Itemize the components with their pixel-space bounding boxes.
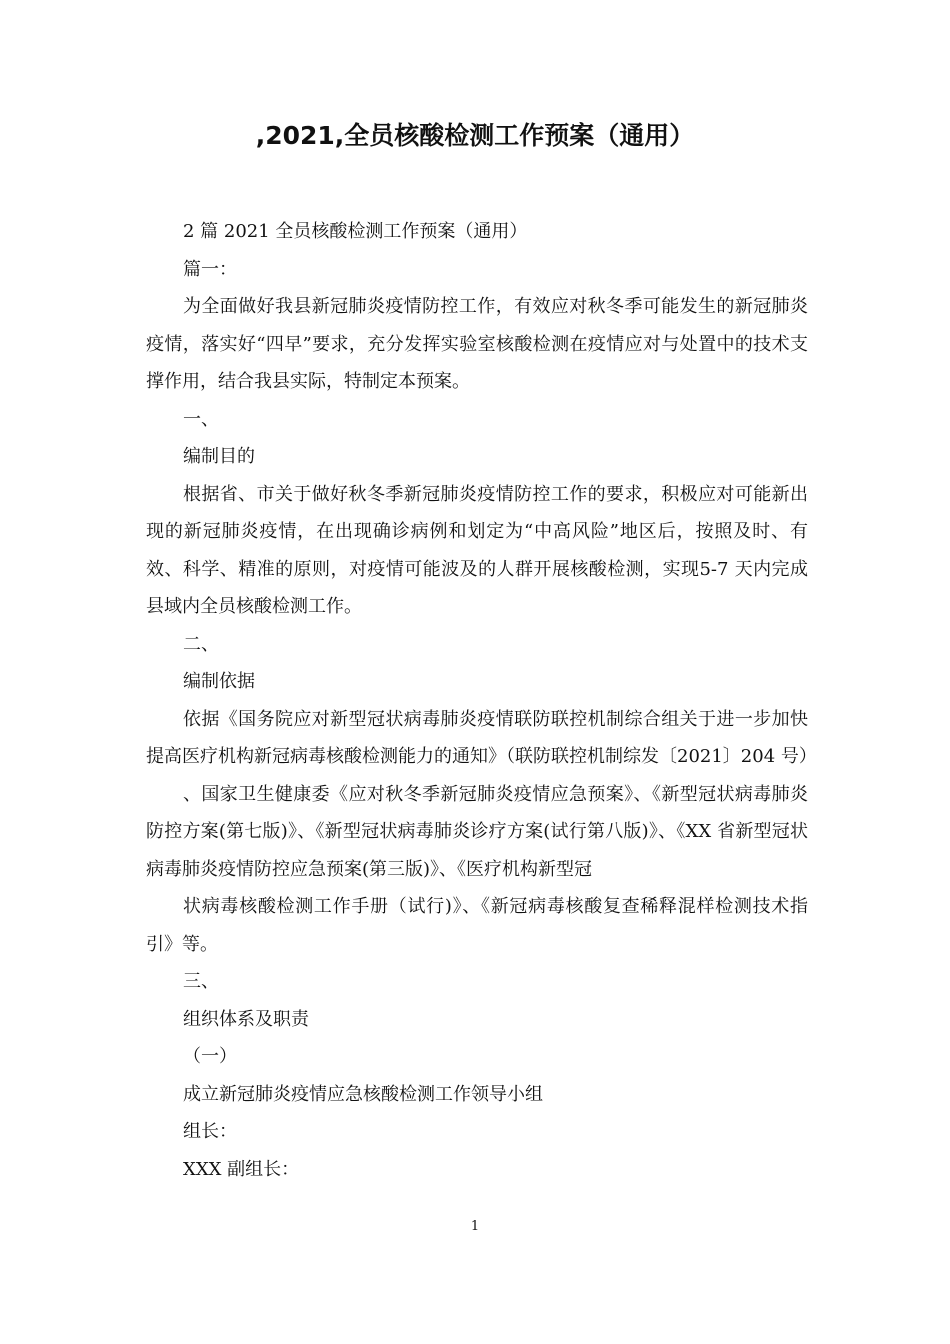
paragraph-basis-end: 状病毒核酸检测工作手册（试行)》、《新冠病毒核酸复查稀释混样检测技术指引》等。 — [146, 896, 808, 955]
paragraph-deputy-leader: XXX 副组长： — [183, 1158, 300, 1180]
paragraph-group-leader: 组长： — [183, 1121, 237, 1142]
paragraph-purpose-statement: 为全面做好我县新冠肺炎疫情防控工作，有效应对秋冬季可能发生的新冠肺炎疫情，落实好“四早”要求，充分发挥实验室核酸检测在疫情应对与处置中的技术支撑作用，结合我县实际，特制定本预案。 — [146, 296, 808, 392]
section-number-three: 三、 — [183, 971, 219, 992]
section-heading-organization: 组织体系及职责 — [183, 1008, 309, 1030]
section-heading-basis: 编制依据 — [183, 671, 255, 692]
paragraph-basis: 依据《国务院应对新型冠状病毒肺炎疫情联防联控机制综合组关于进一步加快提高医疗机构新冠病毒核酸检测能力的通知》（联防联控机制综发〔2021〕204 号） — [146, 708, 817, 767]
section-number-one: 一、 — [183, 408, 219, 430]
page-number: 1 — [470, 1219, 480, 1234]
paragraph-leading-group: 成立新冠肺炎疫情应急核酸检测工作领导小组 — [183, 1083, 543, 1105]
document-title: ,2021,全员核酸检测工作预案（通用） — [255, 121, 695, 150]
section-heading-objective: 编制目的 — [183, 446, 255, 467]
section-number-two: 二、 — [183, 633, 219, 655]
paragraph-objective: 根据省、市关于做好秋冬季新冠肺炎疫情防控工作的要求，积极应对可能新出现的新冠肺炎疫情，在出现确诊病例和划定为“中高风险”地区后，按照及时、有效、科学、精准的原则，对疫情可能波及的人群开展核酸检测，实现5-7 天内完成县域内全员核酸检测工作。 — [146, 483, 808, 617]
paragraph-part-one: 篇一： — [183, 258, 237, 280]
paragraph-basis-continued: 、国家卫生健康委《应对秋冬季新冠肺炎疫情应急预案》、《新型冠状病毒肺炎防控方案(第七版)》、《新型冠状病毒肺炎诊疗方案(试行第八版)》、《XX 省新型冠状病毒肺炎疫情防控应急预案(第三版)》、《医疗机构新型冠 — [146, 783, 808, 880]
subsection-number-one: （一） — [183, 1046, 237, 1067]
paragraph-intro: 2 篇 2021 全员核酸检测工作预案（通用） — [183, 221, 528, 242]
document-body — [146, 213, 817, 1188]
